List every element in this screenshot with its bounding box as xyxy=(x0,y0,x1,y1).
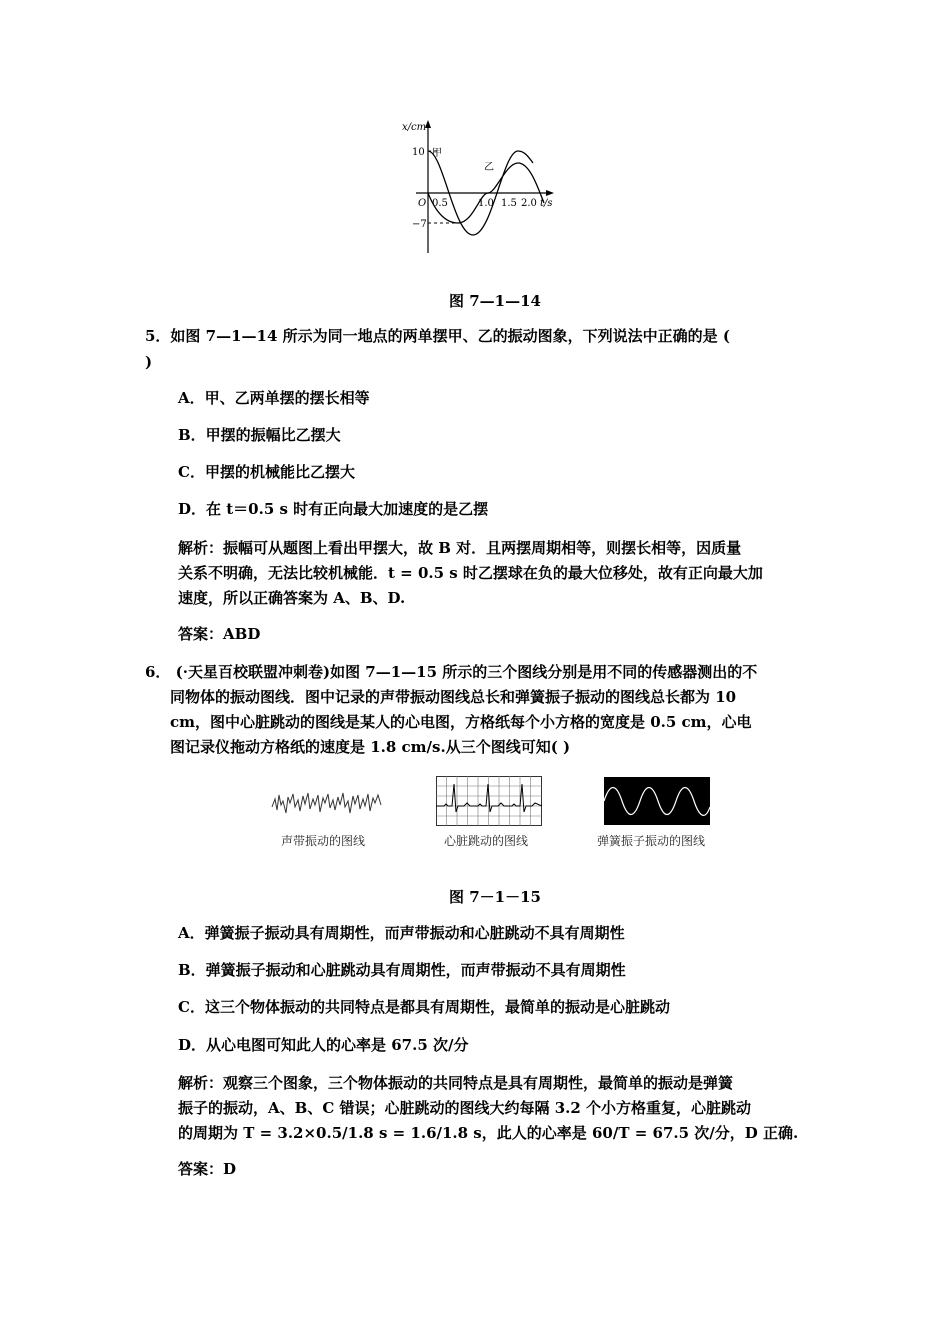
vocal-cord-trace xyxy=(270,785,385,825)
x-tick-05: 0.5 xyxy=(432,198,448,209)
oscillation-graph xyxy=(398,118,568,258)
figure-caption-2: 图 7－1－15 xyxy=(449,888,541,906)
spring-oscillator-label: 弹簧振子振动的图线 xyxy=(597,834,706,848)
y-tick-10: 10 xyxy=(412,147,425,158)
q6-stem-line3: cm，图中心脏跳动的图线是某人的心电图，方格纸每个小方格的宽度是 0.5 cm，心电 xyxy=(170,713,752,731)
ecg-trace xyxy=(436,776,542,826)
q5-analysis-line3: 速度，所以正确答案为 A、B、D. xyxy=(178,589,406,607)
origin-label: O xyxy=(418,198,427,209)
x-tick-20: 2.0 xyxy=(521,198,537,209)
q5-option-c: C．甲摆的机械能比乙摆大 xyxy=(178,463,355,481)
curve-label-yi: 乙 xyxy=(484,162,494,173)
q5-answer: 答案：ABD xyxy=(178,625,261,643)
q6-stem-line1: 6． (·天星百校联盟冲刺卷)如图 7—1—15 所示的三个图线分别是用不同的传感器测出的不 xyxy=(145,663,758,681)
q5-option-b: B．甲摆的振幅比乙摆大 xyxy=(178,426,341,444)
x-axis-label: t/s xyxy=(540,198,553,209)
figure-caption-1: 图 7—1—14 xyxy=(449,292,541,310)
q6-option-c: C．这三个物体振动的共同特点是都具有周期性，最简单的振动是心脏跳动 xyxy=(178,998,670,1016)
vocal-cord-label: 声带振动的图线 xyxy=(281,834,366,848)
q6-option-b: B．弹簧振子振动和心脏跳动具有周期性，而声带振动不具有周期性 xyxy=(178,961,626,979)
q6-option-d: D．从心电图可知此人的心率是 67.5 次/分 xyxy=(178,1036,469,1054)
q6-stem-line4: 图记录仪拖动方格纸的速度是 1.8 cm/s.从三个图线可知( ) xyxy=(170,738,571,756)
x-tick-10: 1.0 xyxy=(478,198,494,209)
q6-stem-line2: 同物体的振动图线．图中记录的声带振动图线总长和弹簧振子振动的图线总长都为 10 xyxy=(170,688,737,706)
q5-analysis-line2: 关系不明确，无法比较机械能．t = 0.5 s 时乙摆球在负的最大位移处，故有正向最大加 xyxy=(178,564,763,582)
q6-answer: 答案：D xyxy=(178,1160,237,1178)
x-tick-15: 1.5 xyxy=(501,198,517,209)
q6-analysis-line1: 解析：观察三个图象，三个物体振动的共同特点是具有周期性，最简单的振动是弹簧 xyxy=(178,1074,734,1092)
spring-oscillator-trace xyxy=(604,777,710,825)
q6-analysis-line2: 振子的振动，A、B、C 错误；心脏跳动的图线大约每隔 3.2 个小方格重复，心脏跳动 xyxy=(178,1099,752,1117)
q5-stem-line2: ) xyxy=(145,353,153,371)
q5-option-a: A．甲、乙两单摆的摆长相等 xyxy=(178,389,370,407)
q6-option-a: A．弹簧振子振动具有周期性，而声带振动和心脏跳动不具有周期性 xyxy=(178,924,625,942)
q6-analysis-line3: 的周期为 T = 3.2×0.5/1.8 s = 1.6/1.8 s，此人的心率是 60/T = 67.5 次/分，D 正确. xyxy=(178,1124,799,1142)
q5-stem-line1: 5．如图 7—1—14 所示为同一地点的两单摆甲、乙的振动图象，下列说法中正确的是 ( xyxy=(145,327,730,345)
y-tick-neg7: −7 xyxy=(412,219,427,230)
y-axis-label: x/cm xyxy=(402,122,427,133)
q5-analysis-line1: 解析：振幅可从题图上看出甲摆大，故 B 对．且两摆周期相等，则摆长相等，因质量 xyxy=(178,539,742,557)
q5-option-d: D．在 t＝0.5 s 时有正向最大加速度的是乙摆 xyxy=(178,500,489,518)
ecg-label: 心脏跳动的图线 xyxy=(444,834,529,848)
curve-label-jia: 甲 xyxy=(432,148,442,159)
